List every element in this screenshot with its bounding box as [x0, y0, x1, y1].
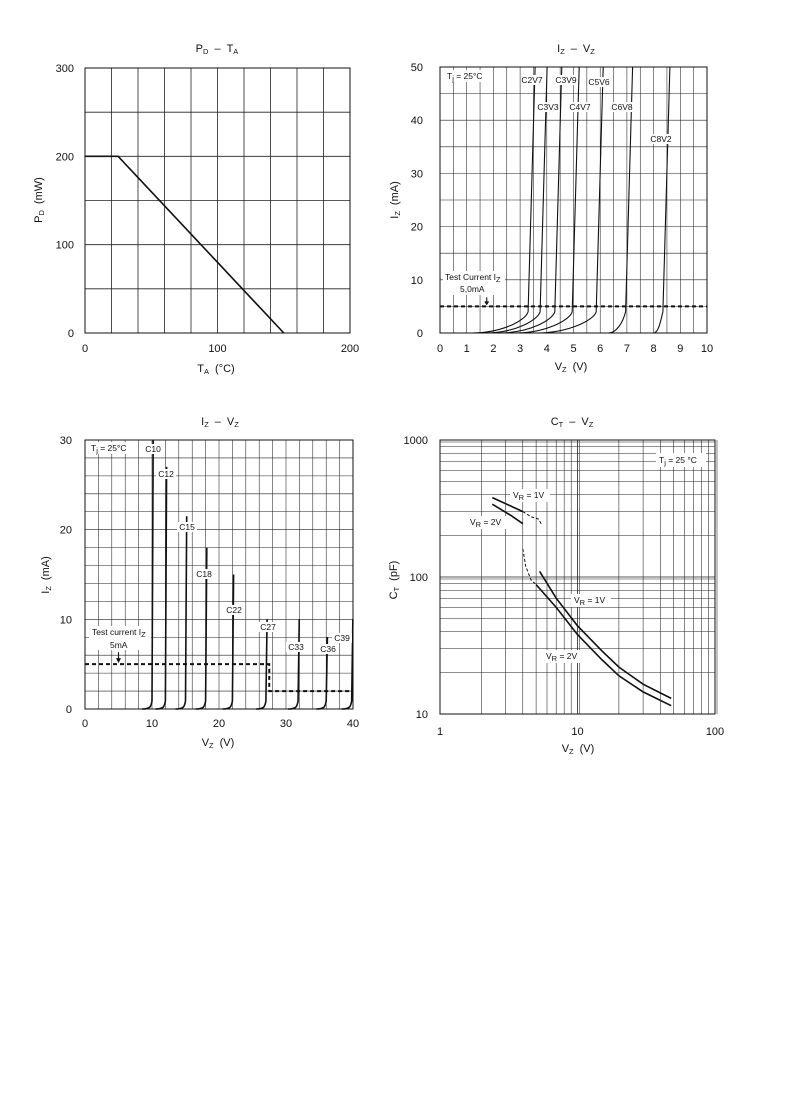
y-tick-label: 100	[55, 239, 74, 252]
zener-curve-c15	[176, 516, 187, 709]
y-tick-label: 300	[55, 63, 74, 75]
y-tick-label: 40	[410, 115, 423, 128]
iz-vz-high-title: IZ – VZ	[201, 416, 239, 429]
iz-vz-low-test-current-label: Test Current IZ	[445, 272, 501, 284]
series-label-c33: C33	[288, 642, 304, 652]
series-label-c2v7: C2V7	[521, 75, 543, 85]
iz-vz-low-title: IZ – VZ	[557, 43, 595, 56]
series-label-c5v6: C5V6	[588, 77, 610, 87]
y-tick-label: 10	[415, 709, 428, 721]
ct-vz-label-vr2-upper: VR = 2V	[470, 517, 502, 529]
iz-vz-high-xlabel: VZ (V)	[201, 737, 235, 750]
x-tick-label: 100	[705, 726, 725, 738]
y-tick-label: 10	[410, 274, 423, 287]
ct-vz-grid	[440, 440, 717, 714]
zener-curve-c33	[288, 619, 299, 709]
series-label-c39: C39	[334, 633, 350, 643]
iz-vz-high-ticks	[60, 435, 359, 730]
zener-curve-c22	[222, 575, 233, 710]
ct-vz-label-vr2-lower: VR = 2V	[546, 651, 578, 663]
x-tick-label: 8	[650, 343, 657, 355]
iz-vz-low-ticks	[411, 62, 713, 355]
y-tick-label: 0	[416, 328, 423, 340]
series-label-c8v2: C8V2	[650, 134, 672, 144]
ct-vz-title: CT – VZ	[550, 416, 594, 429]
x-tick-label: 7	[623, 343, 630, 355]
x-tick-label: 200	[340, 343, 360, 355]
series-label-c4v7: C4V7	[569, 102, 591, 112]
iz-vz-low-test-current-value: 5,0mA	[460, 284, 485, 294]
iz-vz-high-ylabel: IZ(mA)	[40, 556, 53, 594]
series-label-c15: C15	[179, 522, 195, 532]
pd-ta-grid	[85, 68, 350, 333]
x-tick-label: 9	[677, 343, 684, 355]
pd-ta-chart	[33, 43, 359, 376]
x-tick-label: 4	[543, 343, 550, 355]
x-tick-label: 100	[208, 343, 227, 355]
ct-vz-label-vr1-upper: VR = 1V	[513, 490, 545, 502]
y-tick-label: 50	[410, 62, 423, 74]
y-tick-label: 0	[65, 704, 72, 716]
iz-vz-high-chart	[40, 416, 359, 750]
series-label-c6v8: C6V8	[611, 102, 633, 112]
test-current-arrowhead	[116, 658, 121, 663]
ct-vz-chart	[388, 416, 724, 756]
y-tick-label: 20	[59, 524, 72, 537]
iz-vz-high-test-current-label: Test current IZ	[92, 627, 146, 639]
x-tick-label: 0	[436, 343, 444, 355]
iz-vz-low-condition: Tj = 25°C	[447, 71, 483, 83]
iz-vz-low-chart	[389, 43, 713, 374]
series-label-c3v9: C3V9	[555, 75, 577, 85]
ct-vz-condition: Tj = 25 °C	[659, 455, 697, 467]
y-tick-label: 30	[410, 168, 423, 181]
x-tick-label: 2	[490, 343, 497, 355]
ct-vz-xlabel: VZ (V)	[561, 743, 595, 756]
series-label-c10: C10	[145, 444, 161, 454]
pd-ta-ylabel: PD(mW)	[33, 177, 46, 223]
x-tick-label: 20	[212, 718, 226, 730]
y-tick-label: 1000	[403, 435, 428, 447]
y-tick-label: 20	[410, 221, 423, 234]
y-tick-label: 0	[67, 328, 74, 340]
iz-vz-high-condition: Tj = 25°C	[91, 443, 127, 455]
iz-vz-low-ylabel: IZ(mA)	[389, 181, 402, 219]
series-label-c22: C22	[226, 605, 242, 615]
x-tick-label: 6	[597, 343, 604, 355]
y-tick-label: 200	[55, 151, 74, 164]
x-tick-label: 3	[517, 343, 524, 355]
y-tick-label: 100	[409, 572, 428, 584]
zener-curve-c12	[155, 467, 166, 709]
iz-vz-high-test-current-value: 5mA	[110, 640, 128, 650]
zener-curve-c10	[142, 440, 153, 709]
pd-ta-xlabel: TA (°C)	[197, 363, 235, 376]
x-tick-label: 10	[145, 718, 159, 730]
capacitance-curve-vr-1v-dashed	[523, 512, 542, 525]
x-tick-label: 0	[81, 718, 89, 730]
iz-vz-low-xlabel: VZ (V)	[554, 361, 588, 374]
x-tick-label: 10	[700, 343, 714, 355]
x-tick-label: 0	[81, 343, 89, 355]
series-label-c3v3: C3V3	[537, 102, 559, 112]
series-label-c18: C18	[196, 569, 212, 579]
y-tick-label: 10	[59, 614, 72, 627]
series-label-c27: C27	[260, 622, 276, 632]
pd-ta-ticks	[56, 63, 360, 355]
ct-vz-ylabel: CT(pF)	[388, 560, 401, 600]
x-tick-label: 10	[571, 726, 584, 738]
x-tick-label: 1	[463, 343, 470, 355]
ct-vz-ticks	[404, 435, 725, 738]
ct-vz-label-vr1-lower: VR = 1V	[574, 595, 606, 607]
iz-vz-high-grid	[85, 440, 353, 709]
series-label-c12: C12	[158, 469, 174, 479]
x-tick-label: 5	[570, 343, 577, 355]
y-tick-label: 30	[59, 435, 72, 447]
test-current-arrowhead	[484, 301, 489, 305]
x-tick-label: 30	[279, 718, 293, 730]
x-tick-label: 40	[346, 718, 360, 730]
x-tick-label: 1	[436, 726, 444, 738]
pd-ta-title: PD – TA	[195, 43, 239, 56]
series-label-c36: C36	[320, 644, 336, 654]
